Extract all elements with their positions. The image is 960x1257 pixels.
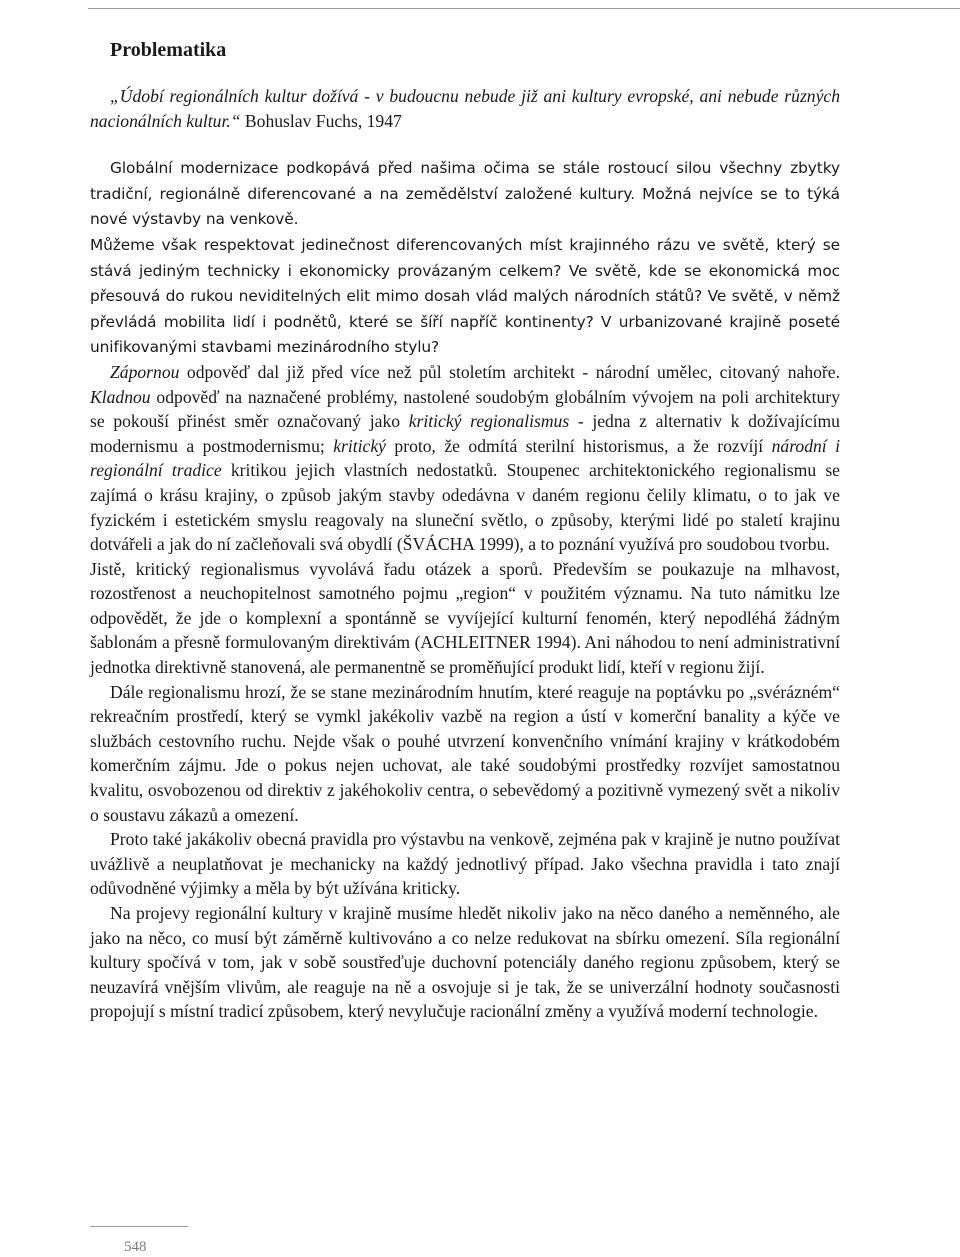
page-number: 548 <box>124 1239 147 1255</box>
paragraph-3-text-e: kritikou jejich vlastních nedostatků. Stoupenec architektonického regionalismu se zajímá o krásu krajiny, o způsob jakým stavby odedávna v daném regionu čelily klimatu, o to jak ve fyzickém i estetickém smyslu reagovaly na sluneční světlo, o způsoby, kterými lidé po staletí krajinu dotvářeli a jak do ní začleňovali svá obydlí (ŠVÁCHA 1999), a to poznání využívá pro soudobou tvorbu. <box>90 460 840 555</box>
emphasis-kladnou: Kladnou <box>90 386 151 407</box>
paragraph-3-text-c: - jedna z alternativ k dožívajícímu modernismu a postmodernismu; <box>90 411 840 456</box>
paragraph-5: Dále regionalismu hrozí, že se stane mezinárodním hnutím, které reaguje na poptávku po „svérázném“ rekreačním prostředí, který se vymkl jakékoliv vazbě na region a ústí v komerční banality a kýče ve službách cestovního ruchu. Nejde však o pouhé utvrzení konvenčního vnímání krajiny v krátkodobém komerčním zájmu. Jde o pokus nejen uchovat, ale také soudobými prostředky rozvíjet samostatnou kvalitu, osvobozenou od direktiv z jakéhokoliv centra, o sebevědomý a pozitivně vymezený svět a nikoliv o soustavu zákazů a omezení. <box>90 681 840 825</box>
emphasis-zapornou: Zápornou <box>110 361 180 382</box>
emphasis-kriticky-regionalismus: kritický regionalismus <box>408 411 570 432</box>
paragraph-2-text: Můžeme však respektovat jedinečnost diferencovaných míst krajinného rázu ve světě, který se stává jediným technicky i ekonomicky provázaným celkem? Ve světě, kde se ekonomická moc přesouvá do rukou neviditelných elit mimo dosah vlád malých národních států? Ve světě, v němž převládá mobilita lidí i podnětů, které se šíří napříč kontinenty? V urbanizované krajině poseté unifikovanými stavbami mezinárodního stylu? <box>90 235 840 357</box>
motto-author: Bohuslav Fuchs, 1947 <box>240 110 402 131</box>
emphasis-kriticky: kritický <box>333 435 386 456</box>
paragraph-4: Jistě, kritický regionalismus vyvolává řadu otázek a sporů. Především se poukazuje na mlhavost, rozostřenost a neuchopitelnost samotného pojmu „region“ v použitém významu. Na tuto námitku lze odpovědět, že jde o komplexní a spontánně se vyvíjející kulturní fenomén, který nepodléhá žádným šablonám a přesně formulovaným direktivám (ACHLEITNER 1994). Ani náhodou to není administrativní jednotka direktivně stanovená, ale permanentně se proměňující produkt lidí, kteří v regionu žijí. <box>90 558 840 678</box>
paragraph-3-text-b: odpověď na naznačené problémy, nastolené soudobým globálním vývojem na poli architektury se pokouší přinést směr označovaný jako <box>90 386 840 432</box>
body-text <box>90 84 840 1024</box>
motto-quote: „Údobí regionálních kultur dožívá - v budoucnu nebude již ani kultury evropské, ani nebude různých nacionálních kultur.“ <box>90 86 840 131</box>
paragraph-6: Proto také jakákoliv obecná pravidla pro výstavbu na venkově, zejména pak v krajině je nutno používat uvážlivě a neuplatňovat je mechanicky na každý jednotlivý případ. Jako všechna pravidla i tato znají odůvodněné výjimky a měla by být užívána kriticky. <box>90 829 840 899</box>
paragraph-3-text-a: odpověď dal již před více než půl stoletím architekt - národní umělec, citovaný nahoře. <box>179 361 840 382</box>
section-heading: Problematika <box>110 39 227 61</box>
emphasis-tradice: národní i regionální tradice <box>90 435 840 481</box>
paragraph-3-text-d: proto, že odmítá sterilní historismus, a že rozvíjí <box>385 435 772 456</box>
paragraph-3 <box>90 360 840 557</box>
footer-rule <box>90 1226 188 1227</box>
paragraph-1 <box>90 155 840 232</box>
motto <box>90 84 840 133</box>
paragraph-7: Na projevy regionální kultury v krajině musíme hledět nikoliv jako na něco daného a neměnného, ale jako na něco, co musí být záměrně kultivováno a co nelze redukovat na sbírku omezení. Síla regionální kultury spočívá v tom, jak v sobě soustřeďuje duchovní potenciály daného regionu způsobem, který se neuzavírá vnějším vlivům, ale reaguje na ně a osvojuje si je tak, že se univerzální hodnoty současnosti propojují s místní tradicí způsobem, který nevylučuje racionální změny a využívá moderní technologie. <box>90 903 840 1022</box>
paragraph-2 <box>90 232 840 360</box>
top-rule <box>88 8 960 9</box>
paragraph-1-text: Globální modernizace podkopává před našima očima se stále rostoucí silou všechny zbytky tradiční, regionálně diferencované a na zemědělství založené kultury. Možná nejvíce se to týká nové výstavby na venkově. <box>90 159 840 229</box>
